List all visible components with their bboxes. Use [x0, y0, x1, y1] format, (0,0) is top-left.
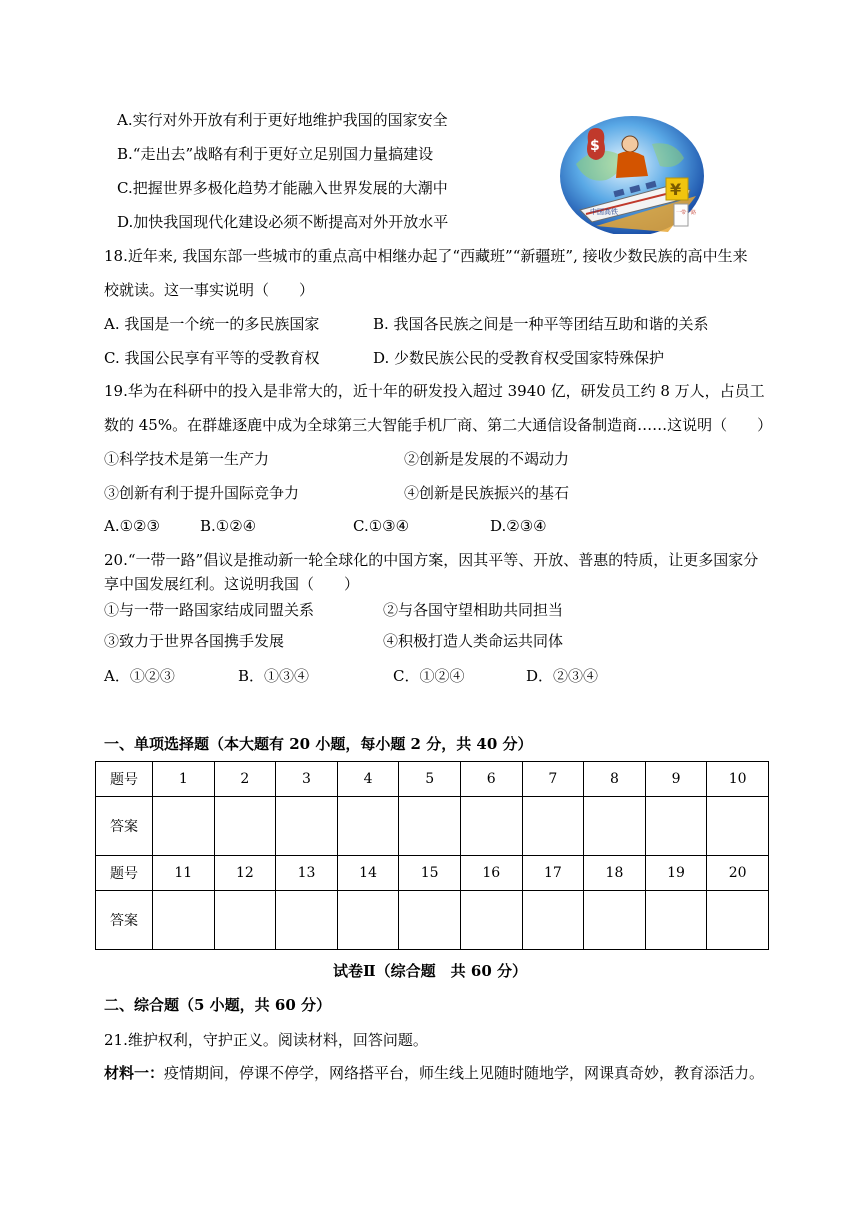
- q20-choice-a: A．①②③: [104, 667, 175, 685]
- q17-option-b: B.“走出去”战略有利于更好立足别国力量搞建设: [117, 145, 434, 163]
- q19-item-4: ④创新是民族振兴的基石: [404, 484, 570, 502]
- material1: [104, 1063, 764, 1083]
- q18-option-a: A. 我国是一个统一的多民族国家: [104, 315, 320, 333]
- material1-label: 材料一：: [104, 1064, 165, 1082]
- answer-cell[interactable]: [584, 891, 646, 950]
- answer-cell[interactable]: [399, 797, 461, 856]
- yuan-symbol: ¥: [670, 180, 682, 199]
- q20-choice-d: D．②③④: [526, 667, 599, 685]
- answer-cell[interactable]: [584, 797, 646, 856]
- table-row: [96, 856, 769, 891]
- answer-cell[interactable]: [399, 891, 461, 950]
- q20-choice-b: B．①③④: [238, 667, 310, 685]
- row-label-question: 题号: [96, 856, 153, 891]
- q19-choice-c: C.①③④: [353, 517, 410, 535]
- question-number: 11: [153, 856, 215, 891]
- q21-stem: 21.维护权利，守护正义。阅读材料，回答问题。: [104, 1031, 428, 1049]
- q19-item-2: ②创新是发展的不竭动力: [404, 450, 570, 468]
- question-number: 1: [153, 762, 215, 797]
- question-number: 3: [276, 762, 338, 797]
- dollar-symbol: $: [590, 138, 600, 154]
- table-row: [96, 891, 769, 950]
- row-label-question: 题号: [96, 762, 153, 797]
- answer-cell[interactable]: [214, 797, 276, 856]
- question-number: 15: [399, 856, 461, 891]
- q19-stem-line1: 19.华为在科研中的投入是非常大的，近十年的研发投入超过 3940 亿，研发员工约 8 万人，占员工: [104, 382, 765, 400]
- section1-title: 一、单项选择题（本大题有 20 小题，每小题 2 分，共 40 分）: [104, 735, 533, 753]
- globe-icon: [556, 114, 708, 234]
- question-number: 9: [645, 762, 707, 797]
- q19-choice-b: B.①②④: [200, 517, 257, 535]
- q19-choice-a: A.①②③: [104, 517, 160, 535]
- paper2-title: 试卷Ⅱ（综合题 共 60 分）: [333, 962, 527, 980]
- globe-illustration: [556, 114, 708, 234]
- material1-text: 疫情期间，停课不停学，网络搭平台，师生线上见随时随地学，网课真奇妙，教育添活力。: [164, 1064, 765, 1082]
- answer-cell[interactable]: [522, 891, 584, 950]
- question-number: 6: [460, 762, 522, 797]
- question-number: 5: [399, 762, 461, 797]
- q17-option-d: D.加快我国现代化建设必须不断提高对外开放水平: [117, 213, 449, 231]
- q17-option-c: C.把握世界多极化趋势才能融入世界发展的大潮中: [117, 179, 448, 197]
- section2-title: 二、综合题（5 小题，共 60 分）: [104, 996, 331, 1014]
- q18-stem-line2: 校就读。这一事实说明（ ）: [104, 281, 315, 299]
- sign-label: 一带一路: [676, 210, 697, 216]
- answer-cell[interactable]: [337, 797, 399, 856]
- question-number: 14: [337, 856, 399, 891]
- q19-choice-d: D.②③④: [490, 517, 547, 535]
- table-row: [96, 762, 769, 797]
- q17-option-a: A.实行对外开放有利于更好地维护我国的国家安全: [117, 111, 448, 129]
- question-number: 8: [584, 762, 646, 797]
- question-number: 17: [522, 856, 584, 891]
- answer-cell[interactable]: [276, 891, 338, 950]
- answer-cell[interactable]: [645, 797, 707, 856]
- q19-item-1: ①科学技术是第一生产力: [104, 450, 270, 468]
- row-label-answer: 答案: [96, 891, 153, 950]
- question-number: 16: [460, 856, 522, 891]
- question-number: 19: [645, 856, 707, 891]
- answer-cell[interactable]: [707, 797, 769, 856]
- answer-cell[interactable]: [460, 797, 522, 856]
- row-label-answer: 答案: [96, 797, 153, 856]
- question-number: 12: [214, 856, 276, 891]
- answer-cell[interactable]: [153, 891, 215, 950]
- q19-item-3: ③创新有利于提升国际竞争力: [104, 484, 300, 502]
- q20-stem-line2: 享中国发展红利。这说明我国（ ）: [104, 575, 360, 593]
- question-number: 4: [337, 762, 399, 797]
- train-label: 中国高铁: [590, 208, 618, 216]
- q18-option-c: C. 我国公民享有平等的受教育权: [104, 349, 320, 367]
- question-number: 20: [707, 856, 769, 891]
- answer-cell[interactable]: [645, 891, 707, 950]
- q18-option-d: D. 少数民族公民的受教育权受国家特殊保护: [373, 349, 665, 367]
- q18-stem-line1: 18.近年来, 我国东部一些城市的重点高中相继办起了“西藏班”“新疆班”, 接收少数民族的高中生来: [104, 247, 748, 265]
- q20-choice-c: C．①②④: [393, 667, 465, 685]
- question-number: 2: [214, 762, 276, 797]
- q19-stem-line2: 数的 45%。在群雄逐鹿中成为全球第三大智能手机厂商、第二大通信设备制造商……这说明（ ）: [104, 416, 773, 434]
- question-number: 18: [584, 856, 646, 891]
- answer-cell[interactable]: [214, 891, 276, 950]
- question-number: 7: [522, 762, 584, 797]
- question-number: 13: [276, 856, 338, 891]
- answer-cell[interactable]: [460, 891, 522, 950]
- answer-cell[interactable]: [276, 797, 338, 856]
- answer-table: [95, 761, 769, 950]
- answer-cell[interactable]: [337, 891, 399, 950]
- answer-cell[interactable]: [153, 797, 215, 856]
- q20-stem-line1: 20.“一带一路”倡议是推动新一轮全球化的中国方案，因其平等、开放、普惠的特质，让更多国家分: [104, 551, 759, 569]
- q18-option-b: B. 我国各民族之间是一种平等团结互助和谐的关系: [373, 315, 709, 333]
- table-row: [96, 797, 769, 856]
- q20-item-4: ④积极打造人类命运共同体: [383, 632, 564, 650]
- question-number: 10: [707, 762, 769, 797]
- q20-item-3: ③致力于世界各国携手发展: [104, 632, 285, 650]
- q20-item-1: ①与一带一路国家结成同盟关系: [104, 601, 315, 619]
- answer-cell[interactable]: [707, 891, 769, 950]
- q20-item-2: ②与各国守望相助共同担当: [383, 601, 564, 619]
- answer-cell[interactable]: [522, 797, 584, 856]
